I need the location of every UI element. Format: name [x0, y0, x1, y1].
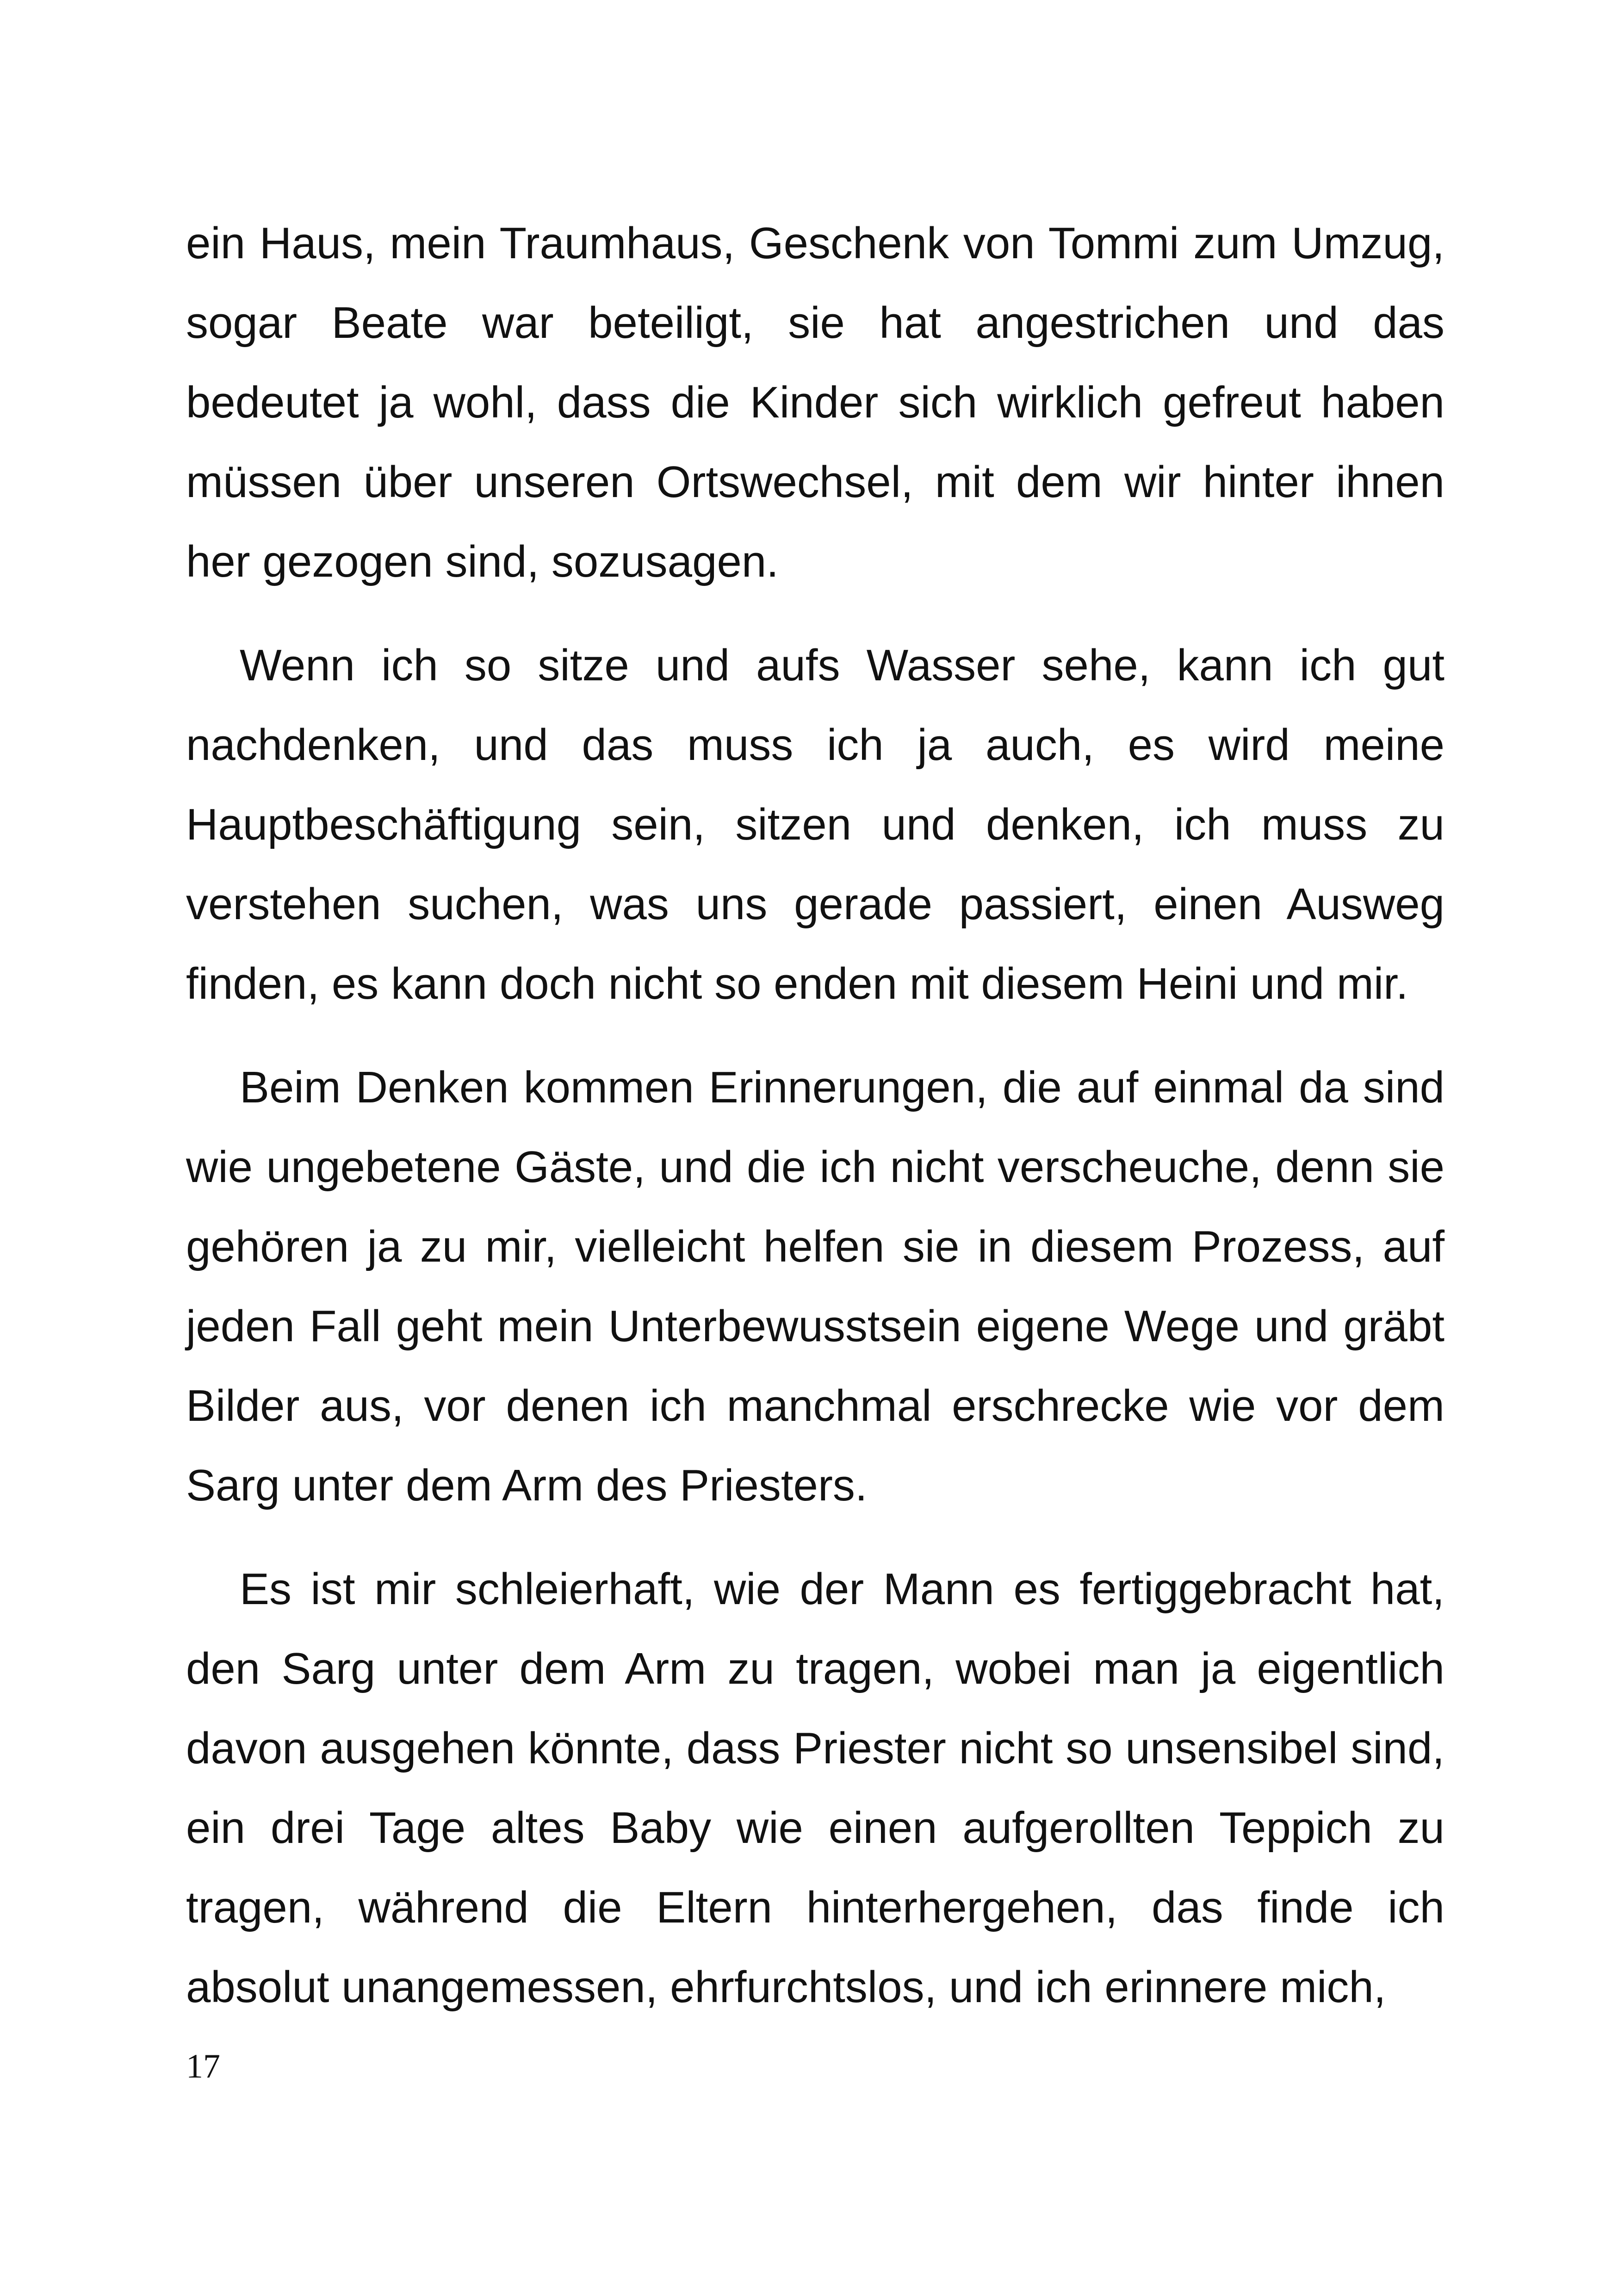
paragraph-3: Beim Denken kommen Erinnerungen, die auf einmal da sind wie ungebetene Gäste, und die ich nicht verscheuche, denn sie gehören ja zu mir, vielleicht helfen sie in diesem Prozess, auf jeden Fall geht mein Unterbewusstsein eigene Wege und gräbt Bilder aus, vor denen ich manchmal erschrecke wie vor dem Sarg unter dem Arm des Priesters. — [186, 1063, 1444, 1510]
paragraph-1: ein Haus, mein Traumhaus, Geschenk von Tommi zum Umzug, sogar Beate war beteiligt, sie hat angestrichen und das bedeutet ja wohl, dass die Kinder sich wirklich gefreut haben müssen über unseren Ortswechsel, mit dem wir hinter ihnen her gezogen sind, sozusagen. — [186, 218, 1444, 586]
paragraph-4: Es ist mir schleierhaft, wie der Mann es fertiggebracht hat, den Sarg unter dem Arm zu tragen, wobei man ja eigentlich davon ausgehen könnte, dass Priester nicht so unsensibel sind, ein drei Tage altes Baby wie einen aufgerollten Teppich zu tragen, während die Eltern hinterhergehen, das finde ich absolut unangemessen, ehrfurchtslos, und ich erinnere mich, — [186, 1564, 1444, 2012]
paragraph-2: Wenn ich so sitze und aufs Wasser sehe, kann ich gut nachdenken, und das muss ich ja auch, es wird meine Hauptbeschäftigung sein, sitzen und denken, ich muss zu verstehen suchen, was uns gerade passiert, einen Ausweg finden, es kann doch nicht so enden mit diesem Heini und mir. — [186, 641, 1444, 1008]
body-text — [186, 204, 1444, 2051]
page-number: 17 — [186, 2047, 220, 2085]
